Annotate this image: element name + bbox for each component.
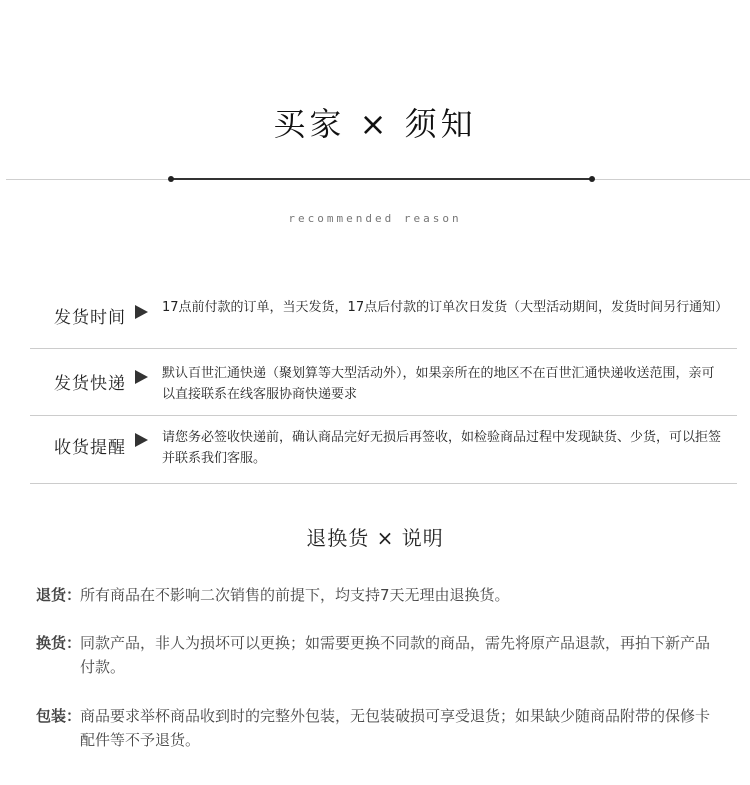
policy-text: 所有商品在不影响二次销售的前提下，均支持7天无理由退换货。 bbox=[80, 586, 510, 604]
notice-receipt-reminder bbox=[30, 416, 737, 484]
notice-label: 收货提醒 bbox=[54, 438, 126, 458]
divider-dot-left bbox=[168, 176, 174, 182]
policy-text: 同款产品，非人为损坏可以更换；如需要更换不同款的商品，需先将原产品退款，再拍下新产品付款。 bbox=[80, 634, 711, 676]
notice-shipping-time bbox=[30, 289, 737, 349]
play-arrow-icon bbox=[135, 433, 148, 447]
notice-text: 17点前付款的订单，当天发货，17点后付款的订单次日发货（大型活动期间，发货时间另行通知） bbox=[162, 300, 729, 315]
policy-text: 商品要求举杯商品收到时的完整外包装，无包装破损可享受退货；如果缺少随商品附带的保修卡配件等不予退货。 bbox=[80, 707, 711, 749]
notice-text: 默认百世汇通快递（聚划算等大型活动外），如果亲所在的地区不在百世汇通快递收送范围，亲可以直接联系在线客服协商快递要求 bbox=[162, 366, 715, 402]
page-title: 买家 × 须知 bbox=[273, 105, 477, 143]
notice-text: 请您务必签收快递前，确认商品完好无损后再签收，如检验商品过程中发现缺货、少货，可以拒签并联系我们客服。 bbox=[162, 430, 722, 466]
notice-label: 发货时间 bbox=[54, 308, 126, 328]
page-subtitle: recommended reason bbox=[288, 212, 462, 225]
policy-label: 退货： bbox=[36, 586, 82, 604]
divider-dot-right bbox=[589, 176, 595, 182]
policy-label: 包装： bbox=[36, 707, 82, 725]
play-arrow-icon bbox=[135, 370, 148, 384]
policy-label: 换货： bbox=[36, 634, 82, 652]
returns-section-title: 退换货 × 说明 bbox=[306, 526, 444, 550]
title-divider-accent bbox=[171, 178, 592, 180]
play-arrow-icon bbox=[135, 305, 148, 319]
notice-label: 发货快递 bbox=[54, 374, 126, 394]
notice-courier bbox=[30, 349, 737, 416]
